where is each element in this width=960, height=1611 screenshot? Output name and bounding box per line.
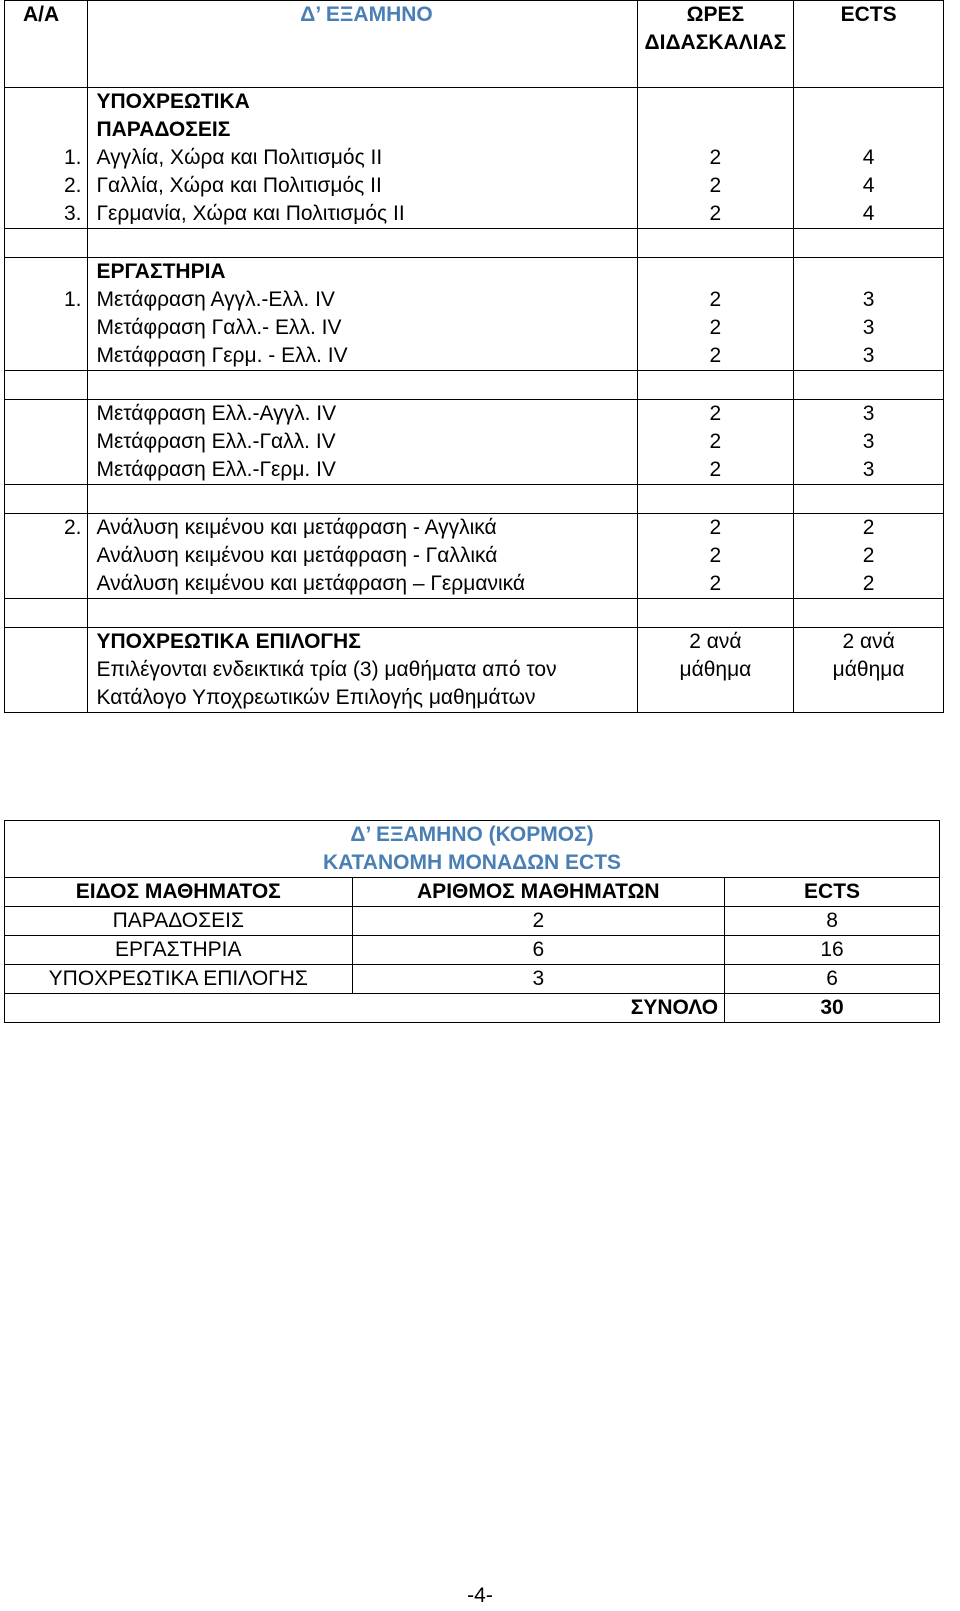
- course-count: 3: [352, 965, 725, 994]
- col-header-type: ΕΙΔΟΣ ΜΑΘΗΜΑΤΟΣ: [5, 878, 353, 907]
- row-number: [5, 400, 88, 429]
- course-ects: 2: [794, 570, 944, 599]
- course-title: Γερμανία, Χώρα και Πολιτισμός ΙΙ: [88, 200, 637, 229]
- table-row: [5, 342, 944, 371]
- table-title: Δ’ ΕΞΑΜΗΝΟ (ΚΟΡΜΟΣ): [5, 821, 940, 850]
- course-hours: 2: [637, 514, 794, 543]
- blank-row: [5, 229, 944, 258]
- course-title: Μετάφραση Ελλ.-Γερμ. IV: [88, 456, 637, 485]
- table-row: [5, 570, 944, 599]
- course-title: Αγγλία, Χώρα και Πολιτισμός ΙΙ: [88, 144, 637, 172]
- electives-ects: 2 ανά μάθημα: [794, 628, 944, 713]
- table-row: [5, 286, 944, 314]
- course-title: Μετάφραση Ελλ.-Γαλλ. IV: [88, 428, 637, 456]
- course-hours: 2: [637, 286, 794, 314]
- col-header-hours: ΩΡΕΣ ΔΙΔΑΣΚΑΛΙΑΣ: [637, 1, 794, 88]
- table-row: [5, 965, 940, 994]
- blank-row: [5, 485, 944, 514]
- course-ects: 3: [794, 342, 944, 371]
- total-row: [5, 994, 940, 1023]
- table-subtitle: ΚΑΤΑΝΟΜΗ ΜΟΝΑΔΩΝ ECTS: [5, 849, 940, 878]
- col-header-count: ΑΡΙΘΜΟΣ ΜΑΘΗΜΑΤΩΝ: [352, 878, 725, 907]
- total-value: 30: [725, 994, 940, 1023]
- course-ects: 3: [794, 400, 944, 429]
- row-number: 2.: [5, 172, 88, 200]
- row-number: [5, 314, 88, 342]
- ects-distribution-table: [4, 820, 940, 1023]
- course-hours: 2: [637, 400, 794, 429]
- row-number: [5, 342, 88, 371]
- section-row: [5, 258, 944, 287]
- course-ects: 6: [725, 965, 940, 994]
- course-title: Μετάφραση Αγγλ.-Ελλ. IV: [88, 286, 637, 314]
- course-title: Γαλλία, Χώρα και Πολιτισμός ΙΙ: [88, 172, 637, 200]
- course-hours: 2: [637, 144, 794, 172]
- table-row: [5, 400, 944, 429]
- course-hours: 2: [637, 542, 794, 570]
- course-hours: 2: [637, 200, 794, 229]
- section-row: [5, 88, 944, 117]
- row-number: [5, 542, 88, 570]
- table-row: [5, 907, 940, 936]
- course-type: ΕΡΓΑΣΤΗΡΙΑ: [5, 936, 353, 965]
- table-row: [5, 542, 944, 570]
- course-title: Μετάφραση Γερμ. - Ελλ. IV: [88, 342, 637, 371]
- total-label: ΣΥΝΟΛΟ: [5, 994, 725, 1023]
- table-title-row: [5, 821, 940, 850]
- course-ects: 4: [794, 144, 944, 172]
- electives-cell: [88, 628, 637, 713]
- col-header-ects: ECTS: [794, 1, 944, 88]
- course-hours: 2: [637, 456, 794, 485]
- course-type: ΥΠΟΧΡΕΩΤΙΚΑ ΕΠΙΛΟΓΗΣ: [5, 965, 353, 994]
- course-type: ΠΑΡΑΔΟΣΕΙΣ: [5, 907, 353, 936]
- electives-note-line1: Επιλέγονται ενδεικτικά τρία (3) μαθήματα από τον: [96, 658, 557, 681]
- table-row: [5, 514, 944, 543]
- course-title: Ανάλυση κειμένου και μετάφραση - Γαλλικά: [88, 542, 637, 570]
- section-heading-mandatory: ΥΠΟΧΡΕΩΤΙΚΑ: [88, 88, 637, 117]
- course-count: 6: [352, 936, 725, 965]
- table-header-row: [5, 1, 944, 88]
- table-row: [5, 144, 944, 172]
- course-title: Ανάλυση κειμένου και μετάφραση – Γερμανικά: [88, 570, 637, 599]
- blank-row: [5, 371, 944, 400]
- page-number: -4-: [467, 1584, 493, 1607]
- course-hours: 2: [637, 172, 794, 200]
- course-title: Ανάλυση κειμένου και μετάφραση - Αγγλικά: [88, 514, 637, 543]
- course-hours: 2: [637, 428, 794, 456]
- course-ects: 3: [794, 456, 944, 485]
- course-count: 2: [352, 907, 725, 936]
- semester-courses-table: [4, 0, 944, 713]
- course-ects: 2: [794, 542, 944, 570]
- row-number: [5, 570, 88, 599]
- electives-hours: 2 ανά μάθημα: [637, 628, 794, 713]
- course-ects: 8: [725, 907, 940, 936]
- col-header-ects: ECTS: [725, 878, 940, 907]
- table-row: [5, 172, 944, 200]
- table-header-row: [5, 878, 940, 907]
- row-number: 1.: [5, 286, 88, 314]
- section-heading-labs: ΕΡΓΑΣΤΗΡΙΑ: [88, 258, 637, 287]
- electives-row: [5, 628, 944, 713]
- course-ects: 3: [794, 428, 944, 456]
- course-ects: 3: [794, 314, 944, 342]
- table-row: [5, 314, 944, 342]
- col-header-semester: Δ’ ΕΞΑΜΗΝΟ: [88, 1, 637, 88]
- course-ects: 4: [794, 200, 944, 229]
- table-row: [5, 456, 944, 485]
- table-row: [5, 428, 944, 456]
- row-number: [5, 428, 88, 456]
- table-row: [5, 200, 944, 229]
- electives-note-line2: Κατάλογο Υποχρεωτικών Επιλογής μαθημάτων: [96, 686, 536, 709]
- row-number: 2.: [5, 514, 88, 543]
- section-row: [5, 116, 944, 144]
- course-title: Μετάφραση Γαλλ.- Ελλ. IV: [88, 314, 637, 342]
- row-number: 3.: [5, 200, 88, 229]
- course-ects: 16: [725, 936, 940, 965]
- course-ects: 3: [794, 286, 944, 314]
- course-hours: 2: [637, 342, 794, 371]
- course-hours: 2: [637, 570, 794, 599]
- row-number: 1.: [5, 144, 88, 172]
- course-hours: 2: [637, 314, 794, 342]
- table-subtitle-row: [5, 849, 940, 878]
- row-number: [5, 456, 88, 485]
- table-row: [5, 936, 940, 965]
- section-heading-electives: ΥΠΟΧΡΕΩΤΙΚΑ ΕΠΙΛΟΓΗΣ: [96, 630, 361, 653]
- course-title: Μετάφραση Ελλ.-Αγγλ. IV: [88, 400, 637, 429]
- course-ects: 2: [794, 514, 944, 543]
- course-ects: 4: [794, 172, 944, 200]
- section-heading-lectures: ΠΑΡΑΔΟΣΕΙΣ: [88, 116, 637, 144]
- blank-row: [5, 599, 944, 628]
- col-header-aa: Α/Α: [5, 1, 88, 88]
